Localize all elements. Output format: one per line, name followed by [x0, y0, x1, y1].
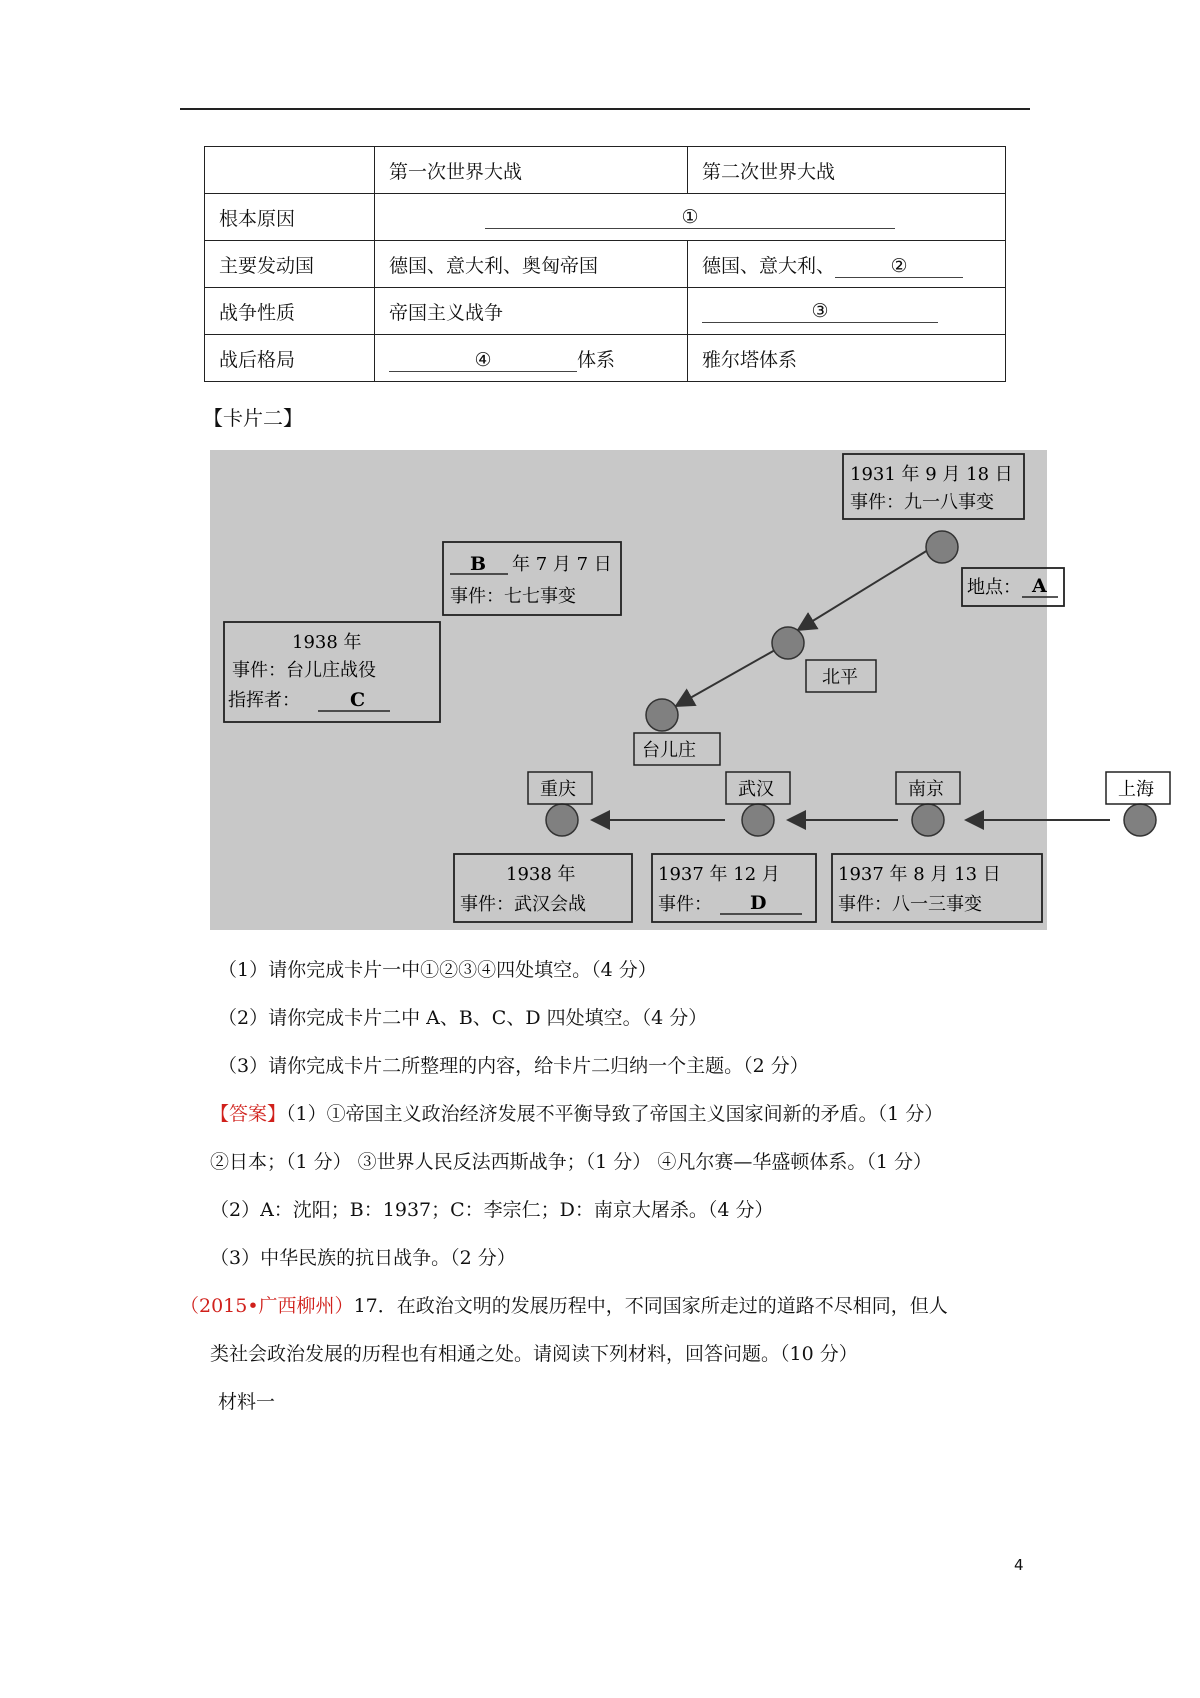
- blank-b: B: [470, 553, 487, 575]
- question-17-line-2: 类社会政治发展的历程也有相通之处。请阅读下列材料，回答问题。（10 分）: [210, 1343, 858, 1365]
- label-beiping: 北平: [822, 667, 858, 688]
- city-dot-beiping: [772, 627, 804, 659]
- box-wuhan-event: 事件：武汉会战: [460, 894, 586, 915]
- city-dot-wuhan: [742, 804, 774, 836]
- header-rule: [180, 108, 1030, 110]
- question-17-text: 17．在政治文明的发展历程中，不同国家所走过的道路不尽相同，但人: [353, 1295, 948, 1317]
- ww2-belligerents-cell: [688, 241, 1006, 288]
- box-nanjing-date: 1937 年 12 月: [658, 864, 780, 885]
- row-label-postwar-order: 战后格局: [205, 335, 375, 382]
- answer-line-4: （3）中华民族的抗日战争。（2 分）: [210, 1247, 516, 1269]
- blank-3: ③: [702, 300, 938, 323]
- ww1-postwar-cell: [375, 335, 688, 382]
- root-cause-cell: [375, 194, 1006, 241]
- header-ww1: 第一次世界大战: [375, 147, 688, 194]
- ww1-postwar-suffix: 体系: [577, 348, 616, 371]
- label-chongqing: 重庆: [540, 779, 576, 800]
- box-taierzhuang-year: 1938 年: [292, 632, 362, 653]
- timeline-diagram: [210, 450, 1154, 930]
- blank-2: ②: [835, 255, 963, 278]
- label-nanjing: 南京: [908, 779, 944, 800]
- box-77-event: 事件：七七事变: [450, 586, 576, 607]
- ww2-postwar: 雅尔塔体系: [688, 335, 1006, 382]
- label-wuhan: 武汉: [738, 779, 774, 800]
- city-dot-shenyang: [926, 531, 958, 563]
- table-row: [205, 288, 1006, 335]
- box-wuhan-year: 1938 年: [506, 864, 576, 885]
- box-shanghai-event: 事件：八一三事变: [838, 894, 982, 915]
- material-one-label: 材料一: [218, 1391, 276, 1413]
- box-1931-event: 事件：九一八事变: [850, 492, 994, 513]
- table-header-row: [205, 147, 1006, 194]
- city-dot-nanjing: [912, 804, 944, 836]
- commander-prefix: 指挥者：: [228, 690, 300, 711]
- arrow-beiping-to-taierzhuang: [676, 650, 775, 706]
- page-number: 4: [1014, 1556, 1024, 1574]
- answer-line-3: （2）A：沈阳；B：1937；C：李宗仁；D：南京大屠杀。（4 分）: [210, 1199, 774, 1221]
- row-label-root-cause: 根本原因: [205, 194, 375, 241]
- blank-d: D: [750, 892, 767, 914]
- ww2-nature-cell: [688, 288, 1006, 335]
- blank-4: ④: [389, 349, 577, 372]
- city-dot-shanghai: [1124, 804, 1156, 836]
- table-row: [205, 335, 1006, 382]
- location-prefix: 地点：: [967, 577, 1021, 598]
- row-label-war-nature: 战争性质: [205, 288, 375, 335]
- table-row: [205, 241, 1006, 288]
- blank-c: C: [350, 689, 366, 711]
- anti-japanese-war-timeline-figure: [210, 450, 1154, 930]
- question-2: （2）请你完成卡片二中 A、B、C、D 四处填空。（4 分）: [218, 1007, 708, 1029]
- card-two-title: 【卡片二】: [203, 406, 303, 430]
- table-row: [205, 194, 1006, 241]
- answer-line-1: [210, 1099, 943, 1126]
- header-ww2: 第二次世界大战: [688, 147, 1006, 194]
- answer-tag: 【答案】: [210, 1103, 287, 1125]
- box-taierzhuang-event: 事件：台儿庄战役: [232, 660, 376, 681]
- row-label-main-belligerents: 主要发动国: [205, 241, 375, 288]
- ww1-nature: 帝国主义战争: [375, 288, 688, 335]
- arrow-shenyang-to-beiping: [798, 550, 928, 630]
- question-3: （3）请你完成卡片二所整理的内容，给卡片二归纳一个主题。（2 分）: [218, 1055, 809, 1077]
- label-shanghai: 上海: [1118, 779, 1154, 800]
- ww1-belligerents: 德国、意大利、奥匈帝国: [375, 241, 688, 288]
- city-dot-chongqing: [546, 804, 578, 836]
- table-corner-cell: [205, 147, 375, 194]
- box-nanjing-prefix: 事件：: [658, 894, 712, 915]
- question-1: （1）请你完成卡片一中①②③④四处填空。（4 分）: [218, 959, 657, 981]
- box-77-date: 年 7 月 7 日: [512, 554, 612, 575]
- label-taierzhuang: 台儿庄: [642, 740, 696, 761]
- ww2-belligerents-prefix: 德国、意大利、: [702, 254, 836, 277]
- war-comparison-table: [204, 146, 1006, 382]
- blank-a: A: [1032, 575, 1047, 597]
- question-17-line-1: [180, 1291, 948, 1318]
- question-17-source: （2015•广西柳州）: [180, 1295, 354, 1317]
- city-dot-taierzhuang: [646, 699, 678, 731]
- box-shanghai-date: 1937 年 8 月 13 日: [838, 864, 1001, 885]
- box-1931-date: 1931 年 9 月 18 日: [850, 464, 1013, 485]
- answer-line-2: ②日本；（1 分） ③世界人民反法西斯战争；（1 分） ④凡尔赛—华盛顿体系。（1 分）: [210, 1151, 932, 1173]
- answer-line-1-text: （1）①帝国主义政治经济发展不平衡导致了帝国主义国家间新的矛盾。（1 分）: [286, 1103, 944, 1125]
- blank-1: ①: [485, 206, 895, 229]
